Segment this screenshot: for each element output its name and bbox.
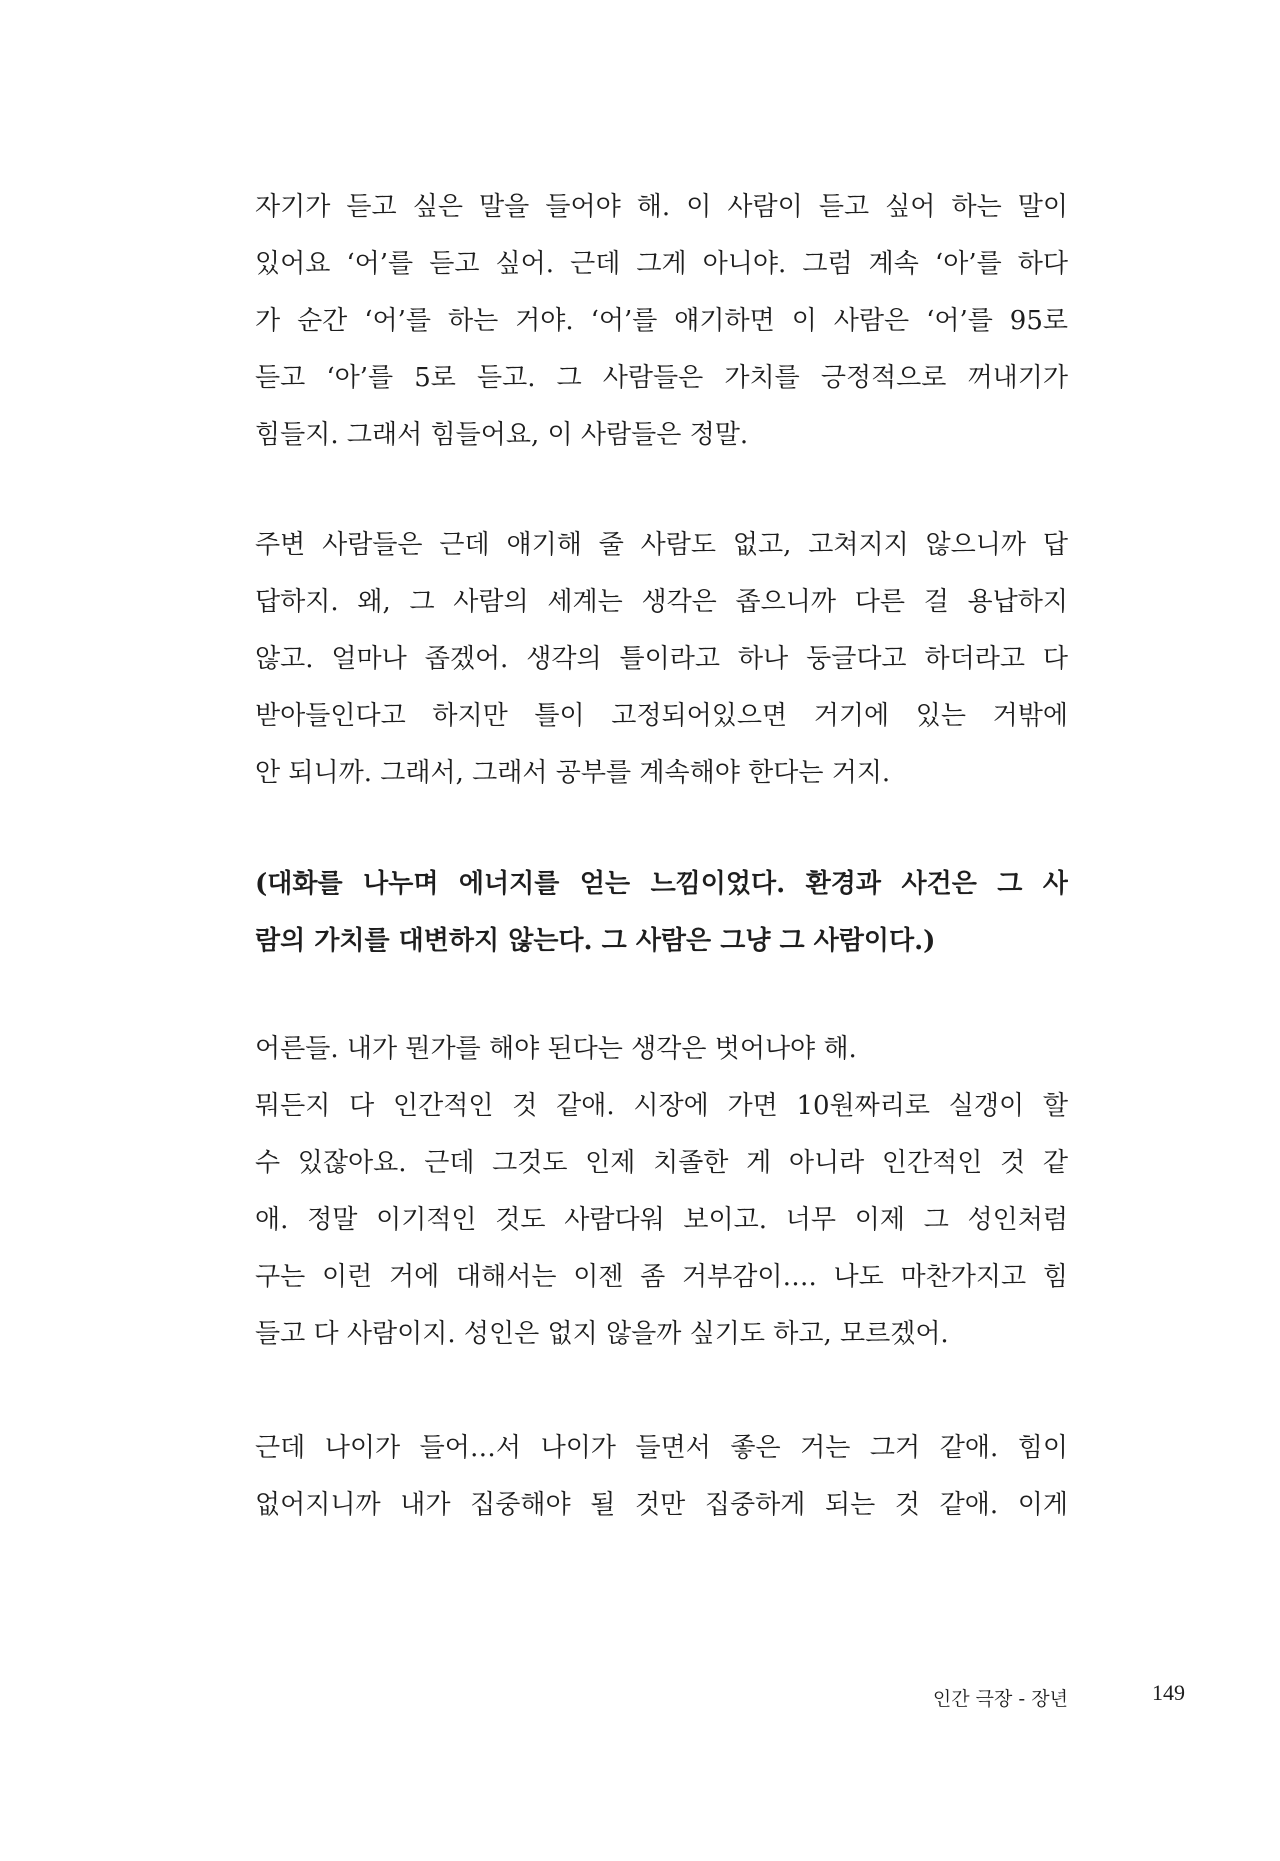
text-line: 안 되니까. 그래서, 그래서 공부를 계속해야 한다는 거지. (255, 758, 891, 788)
text-line: 없어지니까 내가 집중해야 될 것만 집중하게 되는 것 같애. 이게 (255, 1490, 1068, 1520)
text-line: 받아들인다고 하지만 틀이 고정되어있으면 거기에 있는 거밖에 (255, 701, 1068, 731)
paragraph-4 (255, 1021, 1068, 1363)
text-line: 힘들지. 그래서 힘들어요, 이 사람들은 정말. (255, 420, 749, 450)
text-line: 주변 사람들은 근데 얘기해 줄 사람도 없고, 고쳐지지 않으니까 답 (255, 530, 1068, 560)
text-line: 수 있잖아요. 근데 그것도 인제 치졸한 게 아니라 인간적인 것 같 (255, 1148, 1068, 1178)
paragraph-1 (255, 179, 1068, 464)
text-line: 듣고 ‘아’를 5로 듣고. 그 사람들은 가치를 긍정적으로 꺼내기가 (255, 363, 1068, 393)
footer-book-title: 인간 극장 - 장년 (932, 1688, 1068, 1710)
page-number: 149 (1152, 1680, 1185, 1705)
text-line: 있어요 ‘어’를 듣고 싶어. 근데 그게 아니야. 그럼 계속 ‘아’를 하다 (255, 249, 1068, 279)
text-line: (대화를 나누며 에너지를 얻는 느낌이었다. 환경과 사건은 그 사 (255, 869, 1068, 899)
paragraph-3-bold-note (255, 856, 1068, 970)
text-line: 애. 정말 이기적인 것도 사람다워 보이고. 너무 이제 그 성인처럼 (255, 1205, 1068, 1235)
text-line: 근데 나이가 들어…서 나이가 들면서 좋은 거는 그거 같애. 힘이 (255, 1433, 1068, 1463)
text-line: 어른들. 내가 뭔가를 해야 된다는 생각은 벗어나야 해. (255, 1034, 857, 1064)
paragraph-5 (255, 1420, 1068, 1534)
text-line: 뭐든지 다 인간적인 것 같애. 시장에 가면 10원짜리로 실갱이 할 (255, 1091, 1068, 1121)
text-line: 구는 이런 거에 대해서는 이젠 좀 거부감이…. 나도 마찬가지고 힘 (255, 1262, 1068, 1292)
text-line: 자기가 듣고 싶은 말을 들어야 해. 이 사람이 듣고 싶어 하는 말이 (255, 192, 1068, 222)
text-line: 들고 다 사람이지. 성인은 없지 않을까 싶기도 하고, 모르겠어. (255, 1319, 949, 1349)
text-line: 가 순간 ‘어’를 하는 거야. ‘어’를 얘기하면 이 사람은 ‘어’를 95로 (255, 306, 1068, 336)
text-line: 람의 가치를 대변하지 않는다. 그 사람은 그냥 그 사람이다.) (255, 926, 936, 956)
text-line: 답하지. 왜, 그 사람의 세계는 생각은 좁으니까 다른 걸 용납하지 (255, 587, 1068, 617)
paragraph-2 (255, 517, 1068, 802)
text-line: 않고. 얼마나 좁겠어. 생각의 틀이라고 하나 둥글다고 하더라고 다 (255, 644, 1068, 674)
